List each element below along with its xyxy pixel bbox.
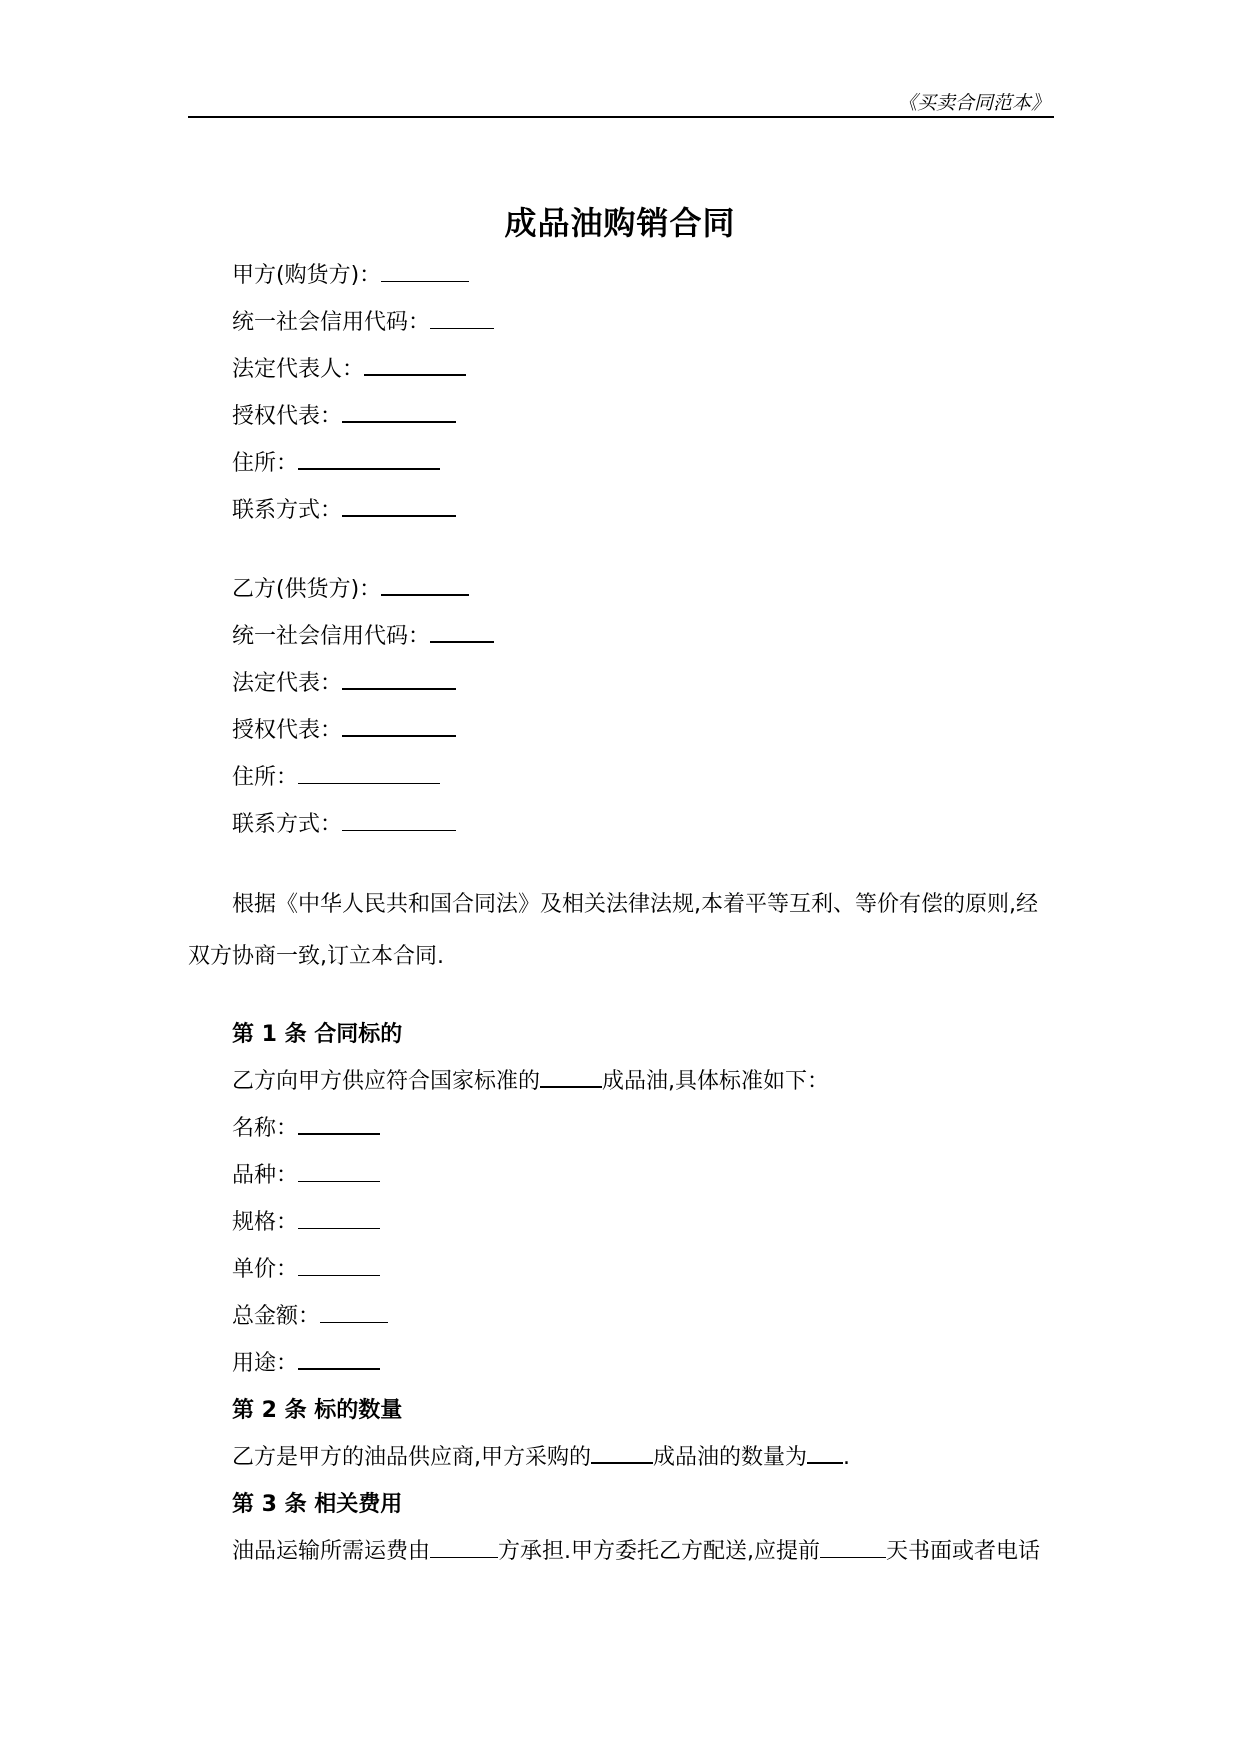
- party-a-credit-code-label: 统一社会信用代码：: [232, 310, 431, 335]
- article-3-days-blank: [820, 1555, 886, 1558]
- party-b-contact-line: [232, 809, 456, 841]
- party-a-contact-label: 联系方式：: [232, 498, 343, 523]
- party-b-contact-blank: [342, 828, 456, 831]
- party-a-contact-line: [232, 495, 456, 527]
- party-a-name-line: [232, 260, 469, 292]
- party-a-address-blank: [298, 466, 440, 470]
- article-2-heading: 第 2 条 标的数量: [232, 1398, 403, 1423]
- party-b-contact-label: 联系方式：: [232, 812, 343, 837]
- party-b-legal-rep-line: [232, 668, 456, 700]
- article-3-text-part2: 方承担.甲方委托乙方配送,应提前: [498, 1539, 821, 1564]
- article-1-intro-after: 成品油,具体标准如下：: [602, 1069, 830, 1094]
- article-3-text-part1: 油品运输所需运费由: [232, 1539, 431, 1564]
- article-2-text-middle: 成品油的数量为: [653, 1445, 808, 1470]
- field-spec-line: [232, 1207, 380, 1239]
- field-variety-line: [232, 1160, 380, 1192]
- document-title: 成品油购销合同: [504, 204, 736, 242]
- header-text: 《买卖合同范本》: [897, 92, 1050, 114]
- article-2-text-before: 乙方是甲方的油品供应商,甲方采购的: [232, 1445, 591, 1470]
- party-b-address-line: [232, 762, 440, 794]
- preamble-line-2: 双方协商一致,订立本合同.: [188, 944, 444, 969]
- article-3-party-blank: [430, 1555, 498, 1558]
- field-spec-blank: [298, 1226, 380, 1229]
- party-a-name-blank: [381, 279, 469, 282]
- field-name-blank: [298, 1131, 380, 1135]
- party-a-legal-rep-label: 法定代表人：: [232, 357, 365, 382]
- article-1-heading: 第 1 条 合同标的: [232, 1022, 403, 1047]
- party-b-name-label: 乙方(供货方)：: [232, 577, 382, 602]
- article-1-intro-before: 乙方向甲方供应符合国家标准的: [232, 1069, 541, 1094]
- party-b-authorized-rep-line: [232, 715, 456, 747]
- party-a-name-label: 甲方(购货方)：: [232, 263, 382, 288]
- field-unit-price-line: [232, 1254, 380, 1286]
- party-a-authorized-rep-line: [232, 401, 456, 433]
- party-b-legal-rep-blank: [342, 686, 456, 690]
- party-a-legal-rep-line: [232, 354, 466, 386]
- article-2-quantity-blank: [807, 1460, 843, 1464]
- party-b-address-blank: [298, 781, 440, 784]
- article-3-text: [232, 1536, 1040, 1568]
- preamble-line-1: 根据《中华人民共和国合同法》及相关法律法规,本着平等互利、等价有偿的原则,经: [232, 892, 1038, 917]
- field-usage-label: 用途：: [232, 1351, 299, 1376]
- article-2-oil-type-blank: [591, 1460, 653, 1464]
- field-total-line: [232, 1301, 388, 1333]
- field-spec-label: 规格：: [232, 1210, 299, 1235]
- field-name-line: [232, 1113, 380, 1145]
- party-a-contact-blank: [342, 513, 456, 517]
- field-variety-label: 品种：: [232, 1163, 299, 1188]
- field-unit-price-blank: [298, 1273, 380, 1276]
- party-b-legal-rep-label: 法定代表：: [232, 671, 343, 696]
- party-b-name-blank: [381, 592, 469, 596]
- party-b-name-line: [232, 574, 469, 606]
- party-a-authorized-rep-blank: [342, 419, 456, 423]
- party-b-credit-code-line: [232, 621, 494, 653]
- field-variety-blank: [298, 1179, 380, 1182]
- party-a-credit-code-line: [232, 307, 494, 339]
- party-a-credit-code-blank: [430, 326, 494, 329]
- field-unit-price-label: 单价：: [232, 1257, 299, 1282]
- party-b-authorized-rep-blank: [342, 733, 456, 737]
- article-1-intro: [232, 1066, 829, 1098]
- party-b-credit-code-blank: [430, 639, 494, 643]
- party-b-credit-code-label: 统一社会信用代码：: [232, 624, 431, 649]
- article-3-heading: 第 3 条 相关费用: [232, 1492, 403, 1517]
- field-total-blank: [320, 1320, 388, 1323]
- article-1-oil-type-blank: [540, 1084, 602, 1088]
- field-total-label: 总金额：: [232, 1304, 321, 1329]
- party-b-authorized-rep-label: 授权代表：: [232, 718, 343, 743]
- field-usage-line: [232, 1348, 380, 1380]
- field-usage-blank: [298, 1366, 380, 1370]
- party-a-address-label: 住所：: [232, 451, 299, 476]
- party-b-address-label: 住所：: [232, 765, 299, 790]
- party-a-authorized-rep-label: 授权代表：: [232, 404, 343, 429]
- party-a-address-line: [232, 448, 440, 480]
- article-2-text: [232, 1442, 850, 1474]
- page-header: [188, 84, 1054, 118]
- party-a-legal-rep-blank: [364, 372, 466, 376]
- article-3-text-part3: 天书面或者电话: [886, 1539, 1041, 1564]
- article-2-text-end: .: [843, 1445, 851, 1470]
- field-name-label: 名称：: [232, 1116, 299, 1141]
